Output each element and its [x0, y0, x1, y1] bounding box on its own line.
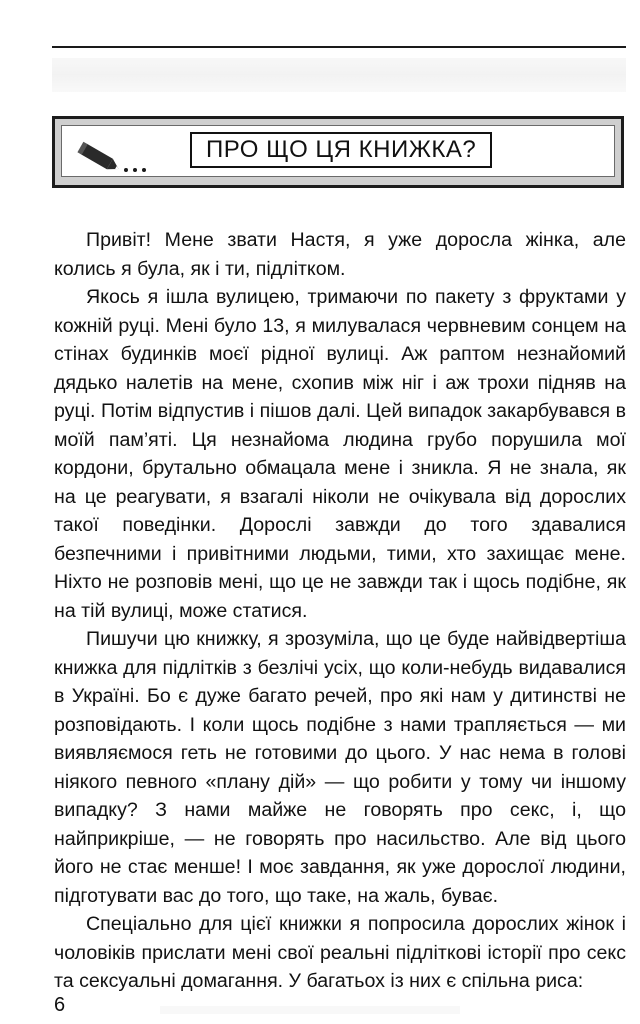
chapter-title-box: [190, 132, 492, 168]
paragraph: Привіт! Мене звати Настя, я уже доросла жінка, але колись я була, як і ти, підлітком.: [54, 229, 626, 280]
bleed-through-shadow: [160, 1006, 460, 1014]
top-rule: [52, 46, 626, 48]
paragraph: Спеціально для цієї книжки я попросила дорослих жінок і чоловіків прислати мені свої реальні підліткові історії про секс та сексуальні домагання. У багатьох із них є спільна риса:: [54, 913, 626, 992]
paragraph: Якось я ішла вулицею, тримаючи по пакету з фруктами у кожній руці. Мені було 13, я милувалася червневим сонцем на стінах будинків моєї рідної вулиці. Аж раптом незнайомий дядько налетів на мене, схопив між ніг і аж трохи підняв на руці. Потім відпустив і пішов далі. Цей випадок закарбувався в моїй пам’яті. Ця незнайома людина грубо порушила мої кордони, брутально обмацала мене і зникла. Я не знала, як на це реагувати, я взагалі ніколи не очікувала від дорослих такої поведінки. Дорослі завжди до того здавалися безпечними і привітними людьми, тими, хто захищає мене. Ніхто не розповів мені, що це не завжди так і щось подібне, як на тій вулиці, може статися.: [54, 286, 626, 622]
bleed-through-shadow: [52, 58, 626, 92]
body-text: [54, 226, 626, 996]
pencil-icon: [74, 136, 164, 176]
chapter-header: [52, 116, 624, 188]
chapter-title: ПРО ЩО ЦЯ КНИЖКА?: [206, 136, 477, 163]
page-number: 6: [54, 994, 66, 1016]
paragraph: Пишучи цю книжку, я зрозуміла, що це буде найвідвертіша книжка для підлітків з безлічі усіх, що коли-небудь видавалися в Україні. Бо є дуже багато речей, про які нам у дитинстві не розповідають. І коли щось подібне з нами трапляється — ми виявляємося геть не готовими до цього. У нас нема в голові ніякого певного «плану дій» — що робити у тому чи іншому випадку? З нами майже не говорять про секс, і, що найприкріше, — не говорять про насильство. Але від цього його не стає менше! І моє завдання, як уже дорослої людини, підготувати вас до того, що таке, на жаль, буває.: [54, 628, 626, 907]
chapter-header-inner: [61, 125, 615, 177]
